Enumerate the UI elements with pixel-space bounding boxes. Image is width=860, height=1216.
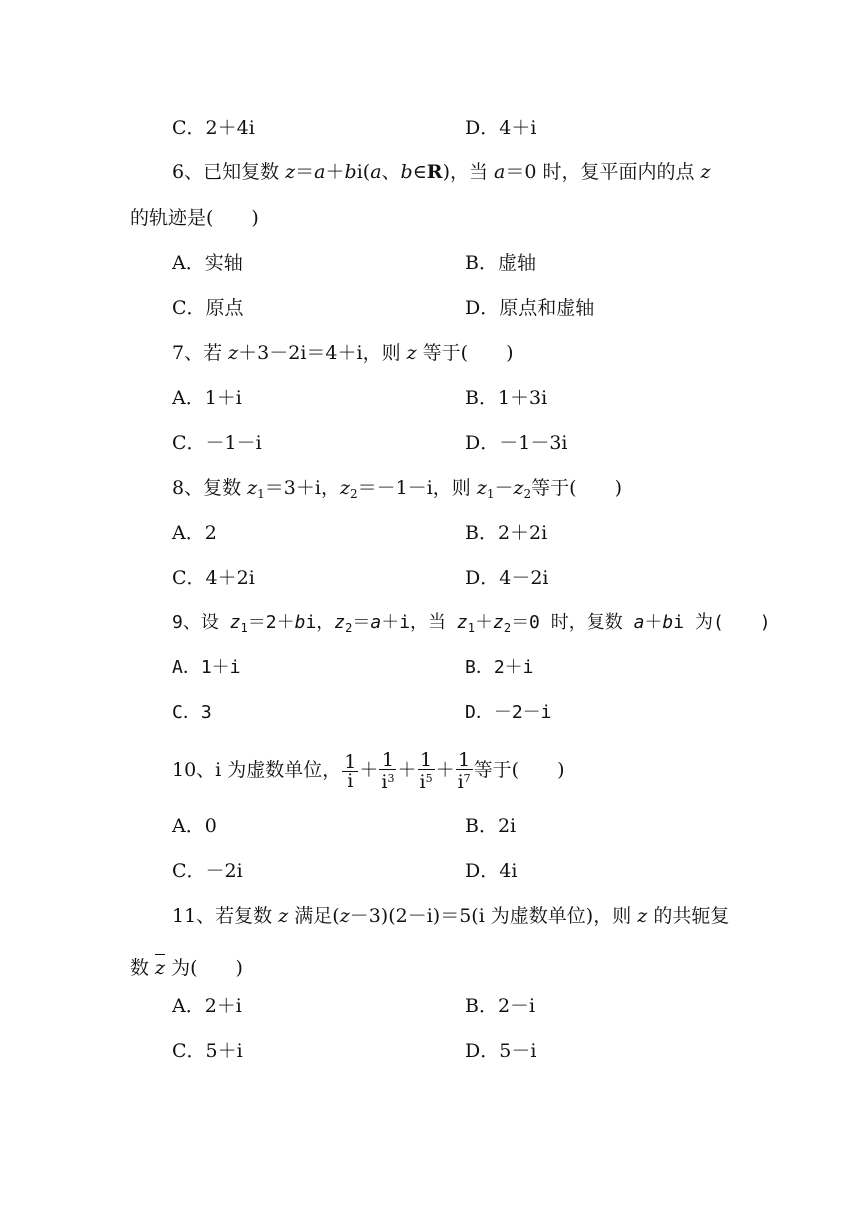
q6-option-a: A．实轴 [172, 252, 243, 274]
fraction-1-over-i3: $\frac{1}{i^3}$ [381, 749, 395, 793]
q9-stem: 9、设 $z_1=2+bi$，$z_2=a+i$，当 $z_1+z_2=0$ 时，复数 a＋bi 为( ) [172, 612, 771, 635]
q9-option-b: B．2＋i [465, 657, 534, 678]
q6-option-c: C．原点 [172, 297, 244, 319]
q10-stem: 10、i 为虚数单位， $\frac{1}{i}$ ＋ $\frac{1}{i^3}$ ＋ $\frac{1}{i^5}$ ＋ $\frac{1}{i^7}$ 等于( ) [172, 749, 565, 793]
q9-option-d: D．－2－i [465, 702, 552, 723]
conjugate-z: z [155, 954, 165, 980]
q8-option-a: A．2 [172, 522, 217, 544]
q5-option-c: C．2＋4i [172, 117, 255, 139]
q7-stem: 7、若 z＋3－2i＝4＋i，则 z 等于( ) [172, 342, 514, 364]
q11-stem-line2: 数 z 为( ) [130, 954, 243, 980]
q7-option-b: B．1＋3i [465, 387, 548, 409]
q8-stem: 8、复数 $z_1=3+i$，$z_2=-1-i$，则 $z_1-z_2$等于( ) [172, 477, 622, 501]
q11-option-b: B．2－i [465, 995, 536, 1017]
q8-option-d: D．4－2i [465, 567, 549, 589]
q11-option-d: D．5－i [465, 1040, 537, 1062]
q7-option-c: C．－1－i [172, 432, 262, 454]
fraction-1-over-i: $\frac{1}{i}$ [344, 750, 357, 792]
fraction-1-over-i5: $\frac{1}{i^5}$ [419, 749, 433, 793]
q10-option-a: A．0 [172, 815, 217, 837]
q7-option-d: D．－1－3i [465, 432, 568, 454]
q6-option-d: D．原点和虚轴 [465, 297, 595, 319]
q11-option-c: C．5＋i [172, 1040, 243, 1062]
q11-option-a: A．2＋i [172, 995, 242, 1017]
q10-option-d: D．4i [465, 860, 518, 882]
q6-option-b: B．虚轴 [465, 252, 536, 274]
q6-stem-line1: 6、已知复数 z＝a＋bi(a、b∈R)，当 a＝0 时，复平面内的点 z [172, 161, 711, 183]
q10-option-c: C．－2i [172, 860, 243, 882]
q8-option-c: C．4＋2i [172, 567, 255, 589]
q10-option-b: B．2i [465, 815, 517, 837]
q7-option-a: A．1＋i [172, 387, 242, 409]
q11-stem-line1: 11、若复数 z 满足(z－3)(2－i)＝5(i 为虚数单位)，则 z 的共轭复 [172, 905, 730, 927]
fraction-1-over-i7: $\frac{1}{i^7}$ [457, 749, 471, 793]
q6-stem-line2: 的轨迹是( ) [130, 207, 259, 229]
q9-option-c: C．3 [172, 702, 212, 723]
q5-option-d: D．4＋i [465, 117, 537, 139]
q8-option-b: B．2＋2i [465, 522, 548, 544]
q9-option-a: A．1＋i [172, 657, 241, 678]
